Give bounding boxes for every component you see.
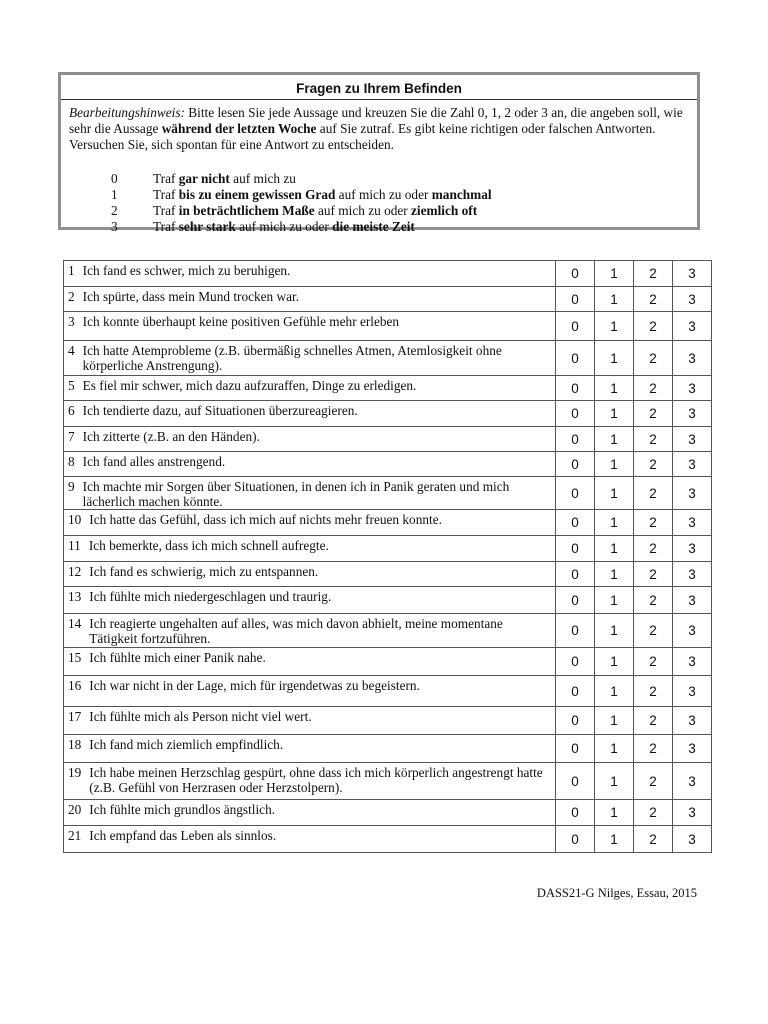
question-cell (64, 287, 556, 312)
hint-emphasis: während der letzten Woche (161, 121, 317, 136)
answer-option-0[interactable]: 0 (556, 614, 595, 648)
answer-option-2[interactable]: 2 (634, 648, 673, 676)
instructions-text (69, 105, 691, 153)
answer-option-3[interactable]: 3 (673, 676, 712, 707)
answer-option-1[interactable]: 1 (595, 648, 634, 676)
table-row (64, 648, 712, 676)
item-number: 3 (68, 314, 75, 329)
answer-option-1[interactable]: 1 (595, 312, 634, 341)
answer-option-2[interactable]: 2 (634, 587, 673, 614)
answer-option-3[interactable]: 3 (673, 312, 712, 341)
scale-row (111, 187, 492, 203)
item-text: Ich fühlte mich einer Panik nahe. (89, 650, 266, 665)
question-cell (64, 510, 556, 536)
answer-option-2[interactable]: 2 (634, 763, 673, 800)
scale-row (111, 219, 492, 235)
item-text: Ich fühlte mich als Person nicht viel wert. (89, 709, 312, 724)
answer-option-1[interactable]: 1 (595, 763, 634, 800)
question-cell (64, 614, 556, 648)
item-text: Ich hatte das Gefühl, dass ich mich auf nichts mehr freuen konnte. (89, 512, 442, 527)
answer-option-1[interactable]: 1 (595, 707, 634, 735)
hint-text-1: Bitte lesen Sie jede Aussage und kreuzen Sie die Zahl 0, 1, 2 oder 3 an, die angeben soll, wie sehr die Aussage (69, 105, 683, 136)
answer-option-1[interactable]: 1 (595, 341, 634, 376)
item-text: Ich fühlte mich grundlos ängstlich. (89, 802, 276, 817)
answer-option-1[interactable]: 1 (595, 826, 634, 853)
answer-option-0[interactable]: 0 (556, 261, 595, 287)
item-number: 17 (68, 709, 82, 724)
item-text: Ich fand es schwer, mich zu beruhigen. (82, 263, 291, 278)
table-row (64, 477, 712, 510)
answer-option-2[interactable]: 2 (634, 401, 673, 427)
scale-label (153, 171, 296, 187)
question-cell (64, 676, 556, 707)
scale-label (153, 203, 477, 219)
scale-value: 1 (111, 187, 118, 202)
answer-option-3[interactable]: 3 (673, 452, 712, 477)
answer-option-2[interactable]: 2 (634, 735, 673, 763)
table-row (64, 536, 712, 562)
scale-label-part: auf mich zu oder (235, 219, 333, 234)
table-row (64, 676, 712, 707)
answer-option-1[interactable]: 1 (595, 614, 634, 648)
item-number: 12 (68, 564, 82, 579)
answer-option-0[interactable]: 0 (556, 452, 595, 477)
instructions-box (58, 72, 700, 234)
answer-option-3[interactable]: 3 (673, 341, 712, 376)
table-row (64, 427, 712, 452)
item-number: 7 (68, 429, 75, 444)
answer-option-3[interactable]: 3 (673, 376, 712, 401)
citation-footer: DASS21-G Nilges, Essau, 2015 (536, 886, 697, 900)
question-cell (64, 427, 556, 452)
item-text: Ich machte mir Sorgen über Situationen, in denen ich in Panik geraten und mich lächerlich machen könnte. (82, 479, 510, 509)
item-number: 14 (68, 616, 82, 631)
answer-option-3[interactable]: 3 (673, 735, 712, 763)
answer-option-0[interactable]: 0 (556, 707, 595, 735)
table-row (64, 376, 712, 401)
answer-option-0[interactable]: 0 (556, 763, 595, 800)
scale-value: 0 (111, 171, 118, 186)
table-row (64, 261, 712, 287)
answer-option-0[interactable]: 0 (556, 287, 595, 312)
item-text: Ich habe meinen Herzschlag gespürt, ohne dass ich mich körperlich angestrengt hatte (z.B. Gefühl von Herzrasen oder Herzstolpern). (89, 765, 543, 795)
answer-option-1[interactable]: 1 (595, 287, 634, 312)
scale-label-part: auf mich zu oder (335, 187, 432, 202)
answer-option-1[interactable]: 1 (595, 427, 634, 452)
scale-label-part: bis zu einem gewissen Grad (178, 187, 336, 202)
answer-option-1[interactable]: 1 (595, 510, 634, 536)
answer-option-3[interactable]: 3 (673, 562, 712, 587)
item-number: 18 (68, 737, 82, 752)
question-cell (64, 536, 556, 562)
answer-option-2[interactable]: 2 (634, 826, 673, 853)
item-number: 13 (68, 589, 82, 604)
hint-text-2: auf Sie zutraf. Es gibt keine richtigen oder falschen Antworten. Versuchen Sie, sich spontan für eine Antwort zu entscheiden. (69, 121, 656, 152)
answer-option-1[interactable]: 1 (595, 800, 634, 826)
answer-option-2[interactable]: 2 (634, 536, 673, 562)
item-number: 15 (68, 650, 82, 665)
item-number: 8 (68, 454, 75, 469)
scale-label-part: sehr stark (178, 219, 236, 234)
question-cell (64, 707, 556, 735)
table-row (64, 510, 712, 536)
question-cell (64, 376, 556, 401)
scale-label-part: Traf (153, 187, 179, 202)
title-divider (61, 99, 697, 100)
answer-option-2[interactable]: 2 (634, 452, 673, 477)
answer-option-0[interactable]: 0 (556, 536, 595, 562)
question-cell (64, 401, 556, 427)
item-text: Ich tendierte dazu, auf Situationen überzureagieren. (82, 403, 358, 418)
answer-option-2[interactable]: 2 (634, 427, 673, 452)
scale-label-part: manchmal (431, 187, 492, 202)
question-cell (64, 341, 556, 376)
scale-label-part: Traf (153, 219, 179, 234)
item-number: 1 (68, 263, 75, 278)
question-cell (64, 261, 556, 287)
answer-option-1[interactable]: 1 (595, 562, 634, 587)
scale-label-part: ziemlich oft (411, 203, 478, 218)
scale-label-part: gar nicht (178, 171, 230, 186)
answer-option-3[interactable]: 3 (673, 614, 712, 648)
item-number: 2 (68, 289, 75, 304)
answer-option-0[interactable]: 0 (556, 735, 595, 763)
answer-option-2[interactable]: 2 (634, 312, 673, 341)
answer-option-1[interactable]: 1 (595, 587, 634, 614)
answer-option-3[interactable]: 3 (673, 648, 712, 676)
answer-option-2[interactable]: 2 (634, 376, 673, 401)
table-row (64, 763, 712, 800)
question-cell (64, 587, 556, 614)
item-text: Ich spürte, dass mein Mund trocken war. (82, 289, 300, 304)
table-row (64, 452, 712, 477)
answer-option-0[interactable]: 0 (556, 648, 595, 676)
answer-option-2[interactable]: 2 (634, 341, 673, 376)
item-text: Ich zitterte (z.B. an den Händen). (82, 429, 260, 444)
scale-value: 2 (111, 203, 118, 218)
question-cell (64, 735, 556, 763)
table-row (64, 800, 712, 826)
answer-option-3[interactable]: 3 (673, 587, 712, 614)
answer-option-0[interactable]: 0 (556, 477, 595, 510)
scale-row (111, 171, 492, 187)
answer-option-1[interactable]: 1 (595, 401, 634, 427)
table-row (64, 401, 712, 427)
table-row (64, 614, 712, 648)
item-text: Ich fand alles anstrengend. (82, 454, 226, 469)
item-text: Ich konnte überhaupt keine positiven Gefühle mehr erleben (82, 314, 400, 329)
scale-row (111, 203, 492, 219)
scale-label-part: Traf (153, 171, 179, 186)
table-row (64, 287, 712, 312)
answer-option-3[interactable]: 3 (673, 826, 712, 853)
scale-label-part: auf mich zu (229, 171, 296, 186)
table-row (64, 826, 712, 853)
questionnaire-title: Fragen zu Ihrem Befinden (296, 81, 462, 96)
item-text: Ich fühlte mich niedergeschlagen und traurig. (89, 589, 332, 604)
answer-option-2[interactable]: 2 (634, 676, 673, 707)
answer-option-3[interactable]: 3 (673, 477, 712, 510)
item-number: 21 (68, 828, 82, 843)
answer-option-2[interactable]: 2 (634, 477, 673, 510)
answer-option-0[interactable]: 0 (556, 587, 595, 614)
answer-option-3[interactable]: 3 (673, 261, 712, 287)
table-row (64, 312, 712, 341)
answer-option-0[interactable]: 0 (556, 676, 595, 707)
item-text: Ich war nicht in der Lage, mich für irgendetwas zu begeistern. (89, 678, 420, 693)
answer-option-0[interactable]: 0 (556, 427, 595, 452)
answer-option-3[interactable]: 3 (673, 536, 712, 562)
answer-option-0[interactable]: 0 (556, 401, 595, 427)
answer-option-1[interactable]: 1 (595, 536, 634, 562)
answer-option-2[interactable]: 2 (634, 614, 673, 648)
item-text: Ich hatte Atemprobleme (z.B. übermäßig schnelles Atmen, Atemlosigkeit ohne körperliche Anstrengung). (82, 343, 502, 373)
questionnaire-table (63, 260, 712, 853)
answer-option-0[interactable]: 0 (556, 376, 595, 401)
answer-option-3[interactable]: 3 (673, 763, 712, 800)
question-cell (64, 477, 556, 510)
question-cell (64, 312, 556, 341)
item-number: 9 (68, 479, 75, 494)
table-row (64, 587, 712, 614)
answer-option-1[interactable]: 1 (595, 477, 634, 510)
answer-option-0[interactable]: 0 (556, 341, 595, 376)
question-cell (64, 562, 556, 587)
item-number: 19 (68, 765, 82, 780)
item-number: 4 (68, 343, 75, 358)
table-row (64, 562, 712, 587)
answer-option-0[interactable]: 0 (556, 800, 595, 826)
scale-label-part: die meiste Zeit (332, 219, 415, 234)
question-cell (64, 826, 556, 853)
answer-option-3[interactable]: 3 (673, 707, 712, 735)
answer-option-1[interactable]: 1 (595, 452, 634, 477)
scale-label-part: in beträchtlichem Maße (178, 203, 315, 218)
item-number: 5 (68, 378, 75, 393)
item-number: 20 (68, 802, 82, 817)
answer-option-3[interactable]: 3 (673, 800, 712, 826)
answer-option-2[interactable]: 2 (634, 707, 673, 735)
item-number: 10 (68, 512, 82, 527)
hint-label: Bearbeitungshinweis: (69, 105, 185, 120)
answer-option-2[interactable]: 2 (634, 261, 673, 287)
answer-option-1[interactable]: 1 (595, 261, 634, 287)
question-cell (64, 763, 556, 800)
answer-option-1[interactable]: 1 (595, 376, 634, 401)
item-text: Ich fand es schwierig, mich zu entspannen. (89, 564, 319, 579)
table-row (64, 341, 712, 376)
question-cell (64, 648, 556, 676)
item-text: Ich bemerkte, dass ich mich schnell aufregte. (88, 538, 329, 553)
table-row (64, 735, 712, 763)
scale-label (153, 187, 492, 203)
question-cell (64, 452, 556, 477)
answer-option-3[interactable]: 3 (673, 510, 712, 536)
answer-option-3[interactable]: 3 (673, 287, 712, 312)
answer-option-2[interactable]: 2 (634, 510, 673, 536)
scale-label-part: auf mich zu oder (314, 203, 412, 218)
item-text: Ich reagierte ungehalten auf alles, was mich davon abhielt, meine momentane Tätigkeit fortzuführen. (89, 616, 503, 646)
answer-option-0[interactable]: 0 (556, 510, 595, 536)
scale-label (153, 219, 415, 235)
answer-option-0[interactable]: 0 (556, 312, 595, 341)
question-cell (64, 800, 556, 826)
table-row (64, 707, 712, 735)
item-text: Ich fand mich ziemlich empfindlich. (89, 737, 284, 752)
item-text: Es fiel mir schwer, mich dazu aufzuraffen, Dinge zu erledigen. (82, 378, 417, 393)
answer-option-3[interactable]: 3 (673, 401, 712, 427)
answer-option-0[interactable]: 0 (556, 826, 595, 853)
answer-scale-legend (111, 171, 492, 235)
item-text: Ich empfand das Leben als sinnlos. (89, 828, 277, 843)
answer-option-0[interactable]: 0 (556, 562, 595, 587)
answer-option-2[interactable]: 2 (634, 800, 673, 826)
answer-option-1[interactable]: 1 (595, 676, 634, 707)
item-number: 11 (68, 538, 81, 553)
item-number: 16 (68, 678, 82, 693)
item-number: 6 (68, 403, 75, 418)
answer-option-2[interactable]: 2 (634, 562, 673, 587)
scale-label-part: Traf (153, 203, 179, 218)
answer-option-1[interactable]: 1 (595, 735, 634, 763)
answer-option-3[interactable]: 3 (673, 427, 712, 452)
scale-value: 3 (111, 219, 118, 234)
answer-option-2[interactable]: 2 (634, 287, 673, 312)
